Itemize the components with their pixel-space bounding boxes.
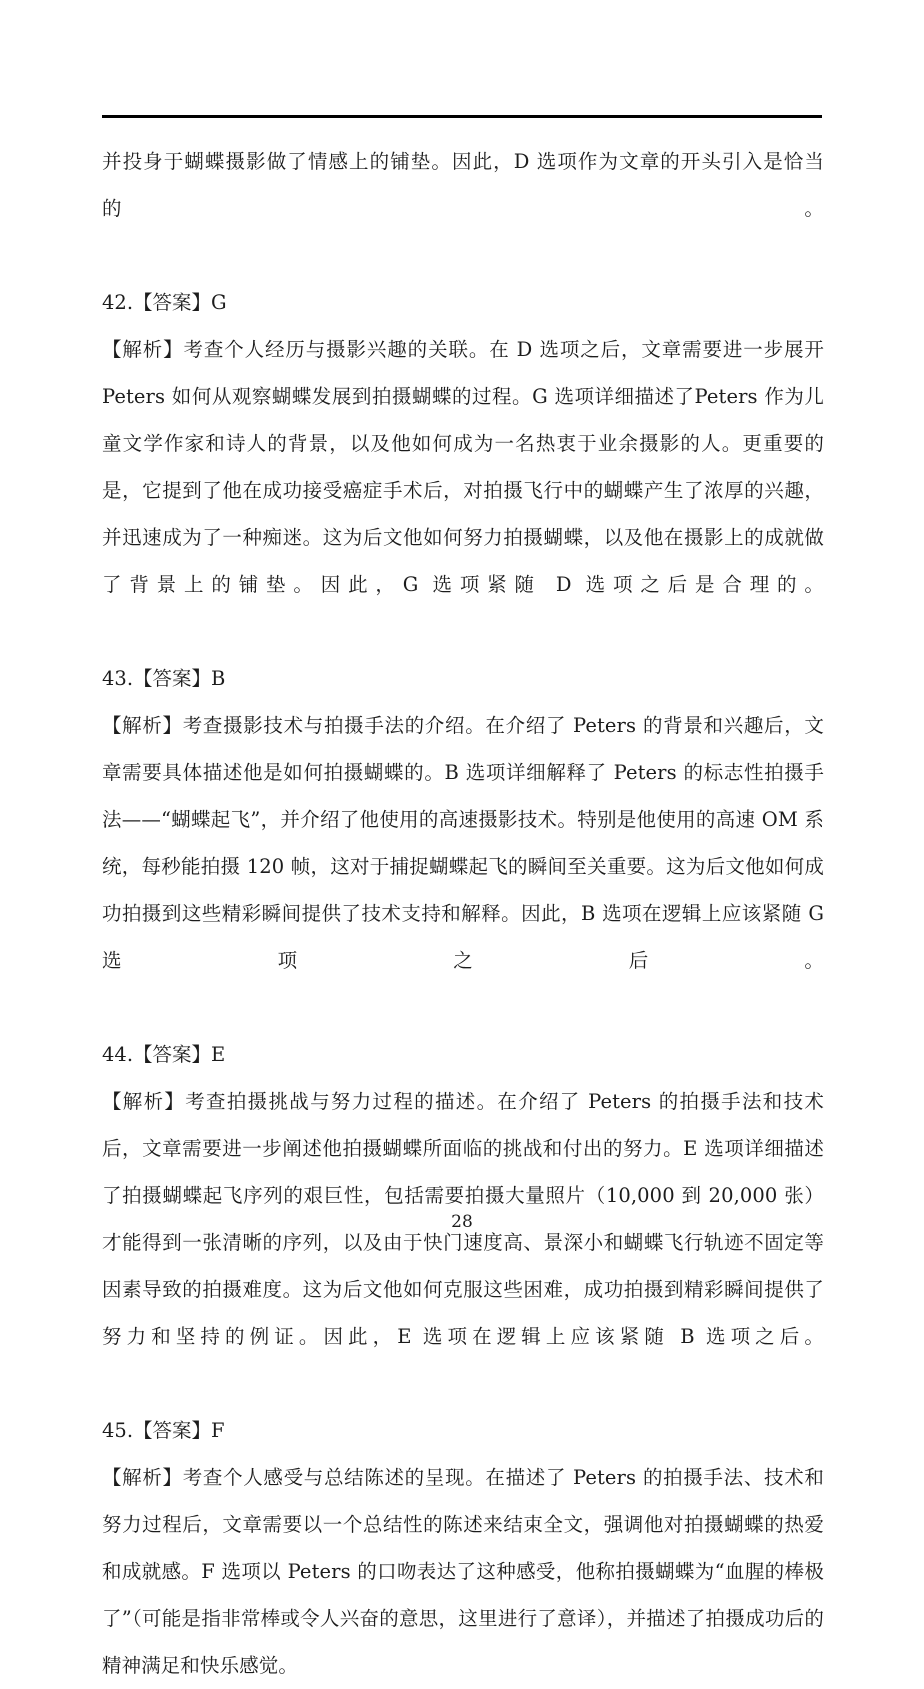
answer-line-42: 42.【答案】G [102, 291, 227, 314]
analysis-paragraph-45: 【解析】考查个人感受与总结陈述的呈现。在描述了 Peters 的拍摄手法、技术和努力过程后，文章需要以一个总结性的陈述来结束全文，强调他对拍摄蝴蝶的热爱和成就感。F 选项以 Peters 的口吻表达了这种感受，他称拍摄蝴蝶为“血腥的棒极了”（可能是指非常棒或令人兴奋的意思，这里进行了意译），并描述了拍摄成功后的精神满足和快乐感觉。 [102, 1466, 824, 1677]
analysis-paragraph-43: 【解析】考查摄影技术与拍摄手法的介绍。在介绍了 Peters 的背景和兴趣后，文章需要具体描述他是如何拍摄蝴蝶的。B 选项详细解释了 Peters 的标志性拍摄手法——“蝴蝶起飞”，并介绍了他使用的高速摄影技术。特别是他使用的高速 OM 系统，每秒能拍摄 120 帧，这对于捕捉蝴蝶起飞的瞬间至关重要。这为后文他如何成功拍摄到这些精彩瞬间提供了技术支持和解释。因此，B 选项在逻辑上应该紧随 G 选项之后。 [102, 714, 824, 972]
header-rule [102, 115, 822, 118]
answer-line-45: 45.【答案】F [102, 1419, 225, 1442]
analysis-paragraph-42: 【解析】考查个人经历与摄影兴趣的关联。在 D 选项之后，文章需要进一步展开 Peters 如何从观察蝴蝶发展到拍摄蝴蝶的过程。G 选项详细描述了Peters 作为儿童文学作家和诗人的背景，以及他如何成为一名热衷于业余摄影的人。更重要的是，它提到了他在成功接受癌症手术后，对拍摄飞行中的蝴蝶产生了浓厚的兴趣，并迅速成为了一种痴迷。这为后文他如何努力拍摄蝴蝶，以及他在摄影上的成就做了背景上的铺垫。因此，G 选项紧随 D 选项之后是合理的。 [102, 338, 824, 596]
answer-line-44: 44.【答案】E [102, 1043, 226, 1066]
page-number: 28 [451, 1212, 473, 1232]
answer-line-43: 43.【答案】B [102, 667, 226, 690]
page-content [102, 138, 824, 1689]
analysis-paragraph-44: 【解析】考查拍摄挑战与努力过程的描述。在介绍了 Peters 的拍摄手法和技术后，文章需要进一步阐述他拍摄蝴蝶所面临的挑战和付出的努力。E 选项详细描述了拍摄蝴蝶起飞序列的艰巨性，包括需要拍摄大量照片（10,000 到 20,000 张）才能得到一张清晰的序列，以及由于快门速度高、景深小和蝴蝶飞行轨迹不固定等因素导致的拍摄难度。这为后文他如何克服这些困难，成功拍摄到精彩瞬间提供了努力和坚持的例证。因此，E 选项在逻辑上应该紧随 B 选项之后。 [102, 1090, 824, 1348]
continuation-paragraph: 并投身于蝴蝶摄影做了情感上的铺垫。因此，D 选项作为文章的开头引入是恰当的。 [102, 150, 824, 220]
